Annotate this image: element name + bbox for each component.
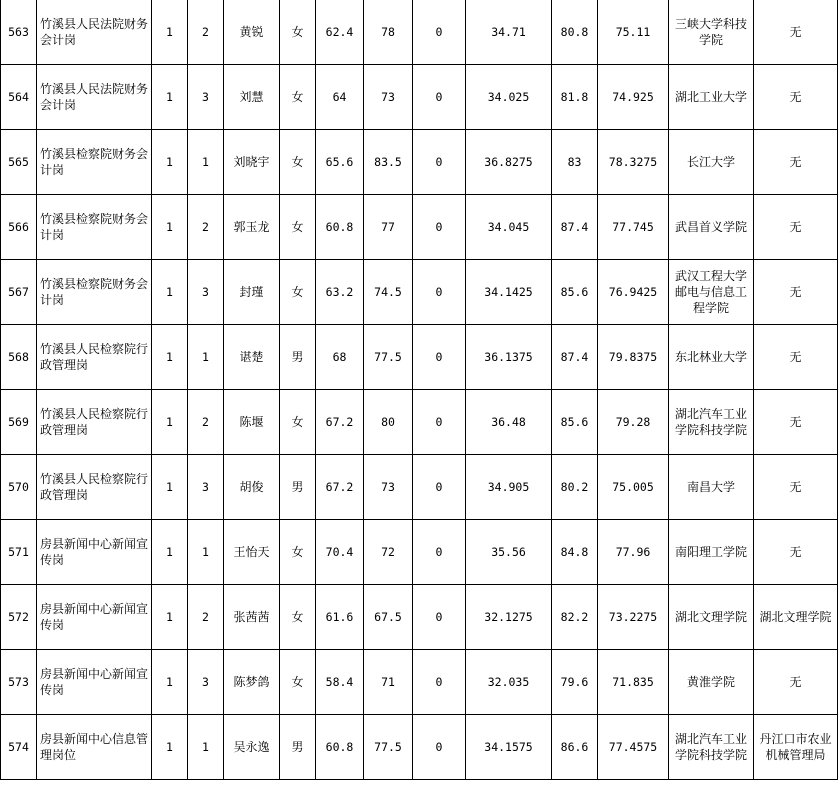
cell-rank: 2 [188, 585, 224, 650]
cell-interview-score: 82.2 [552, 585, 598, 650]
cell-employer: 无 [754, 520, 838, 585]
cell-gender: 男 [280, 455, 316, 520]
cell-written-score: 60.8 [316, 195, 364, 260]
cell-written-converted: 34.1425 [466, 260, 552, 325]
cell-written-converted: 35.56 [466, 520, 552, 585]
cell-rank: 2 [188, 390, 224, 455]
cell-employer: 无 [754, 130, 838, 195]
cell-written-score: 67.2 [316, 390, 364, 455]
cell-interview-score: 83 [552, 130, 598, 195]
cell-position: 竹溪县人民检察院行政管理岗 [37, 390, 152, 455]
cell-position: 竹溪县人民法院财务会计岗 [37, 0, 152, 65]
cell-rank: 2 [188, 195, 224, 260]
cell-name: 黄锐 [224, 0, 280, 65]
cell-rank: 1 [188, 520, 224, 585]
cell-name: 王怡天 [224, 520, 280, 585]
table-row [1, 130, 838, 195]
table-row [1, 585, 838, 650]
cell-seq: 567 [1, 260, 37, 325]
cell-profession-score: 74.5 [364, 260, 413, 325]
cell-employer: 无 [754, 195, 838, 260]
cell-profession-score: 67.5 [364, 585, 413, 650]
cell-interview-score: 87.4 [552, 325, 598, 390]
cell-written-score: 65.6 [316, 130, 364, 195]
cell-interview-score: 85.6 [552, 260, 598, 325]
cell-total-score: 74.925 [598, 65, 669, 130]
cell-profession-score: 77.5 [364, 325, 413, 390]
cell-position: 竹溪县人民检察院行政管理岗 [37, 455, 152, 520]
cell-total-score: 78.3275 [598, 130, 669, 195]
cell-plan: 1 [152, 585, 188, 650]
cell-position: 竹溪县检察院财务会计岗 [37, 260, 152, 325]
cell-school: 武昌首义学院 [669, 195, 754, 260]
cell-written-converted: 34.025 [466, 65, 552, 130]
cell-plan: 1 [152, 325, 188, 390]
cell-school: 黄淮学院 [669, 650, 754, 715]
cell-seq: 571 [1, 520, 37, 585]
cell-interview-score: 85.6 [552, 390, 598, 455]
cell-total-score: 79.28 [598, 390, 669, 455]
cell-profession-score: 73 [364, 455, 413, 520]
cell-name: 郭玉龙 [224, 195, 280, 260]
cell-employer: 无 [754, 0, 838, 65]
cell-profession-score: 71 [364, 650, 413, 715]
cell-employer: 无 [754, 455, 838, 520]
cell-bonus: 0 [413, 260, 466, 325]
cell-school: 湖北汽车工业学院科技学院 [669, 390, 754, 455]
cell-interview-score: 87.4 [552, 195, 598, 260]
table-row [1, 325, 838, 390]
cell-name: 张茜茜 [224, 585, 280, 650]
cell-seq: 564 [1, 65, 37, 130]
cell-school: 湖北工业大学 [669, 65, 754, 130]
table-row [1, 195, 838, 260]
cell-written-converted: 34.905 [466, 455, 552, 520]
cell-employer: 无 [754, 390, 838, 455]
cell-employer: 无 [754, 650, 838, 715]
cell-employer: 无 [754, 65, 838, 130]
cell-seq: 570 [1, 455, 37, 520]
table-row [1, 650, 838, 715]
cell-bonus: 0 [413, 390, 466, 455]
cell-gender: 女 [280, 585, 316, 650]
cell-plan: 1 [152, 650, 188, 715]
cell-name: 胡俊 [224, 455, 280, 520]
cell-total-score: 79.8375 [598, 325, 669, 390]
cell-plan: 1 [152, 65, 188, 130]
cell-interview-score: 81.8 [552, 65, 598, 130]
cell-employer: 湖北文理学院 [754, 585, 838, 650]
cell-interview-score: 80.8 [552, 0, 598, 65]
cell-name: 陈堰 [224, 390, 280, 455]
cell-gender: 女 [280, 0, 316, 65]
cell-position: 房县新闻中心信息管理岗位 [37, 715, 152, 780]
cell-written-converted: 32.035 [466, 650, 552, 715]
cell-rank: 1 [188, 715, 224, 780]
cell-gender: 男 [280, 715, 316, 780]
cell-school: 南昌大学 [669, 455, 754, 520]
cell-plan: 1 [152, 715, 188, 780]
cell-plan: 1 [152, 455, 188, 520]
cell-seq: 563 [1, 0, 37, 65]
cell-seq: 569 [1, 390, 37, 455]
cell-rank: 1 [188, 325, 224, 390]
cell-name: 刘晓宇 [224, 130, 280, 195]
cell-gender: 男 [280, 325, 316, 390]
cell-position: 房县新闻中心新闻宣传岗 [37, 585, 152, 650]
table-row [1, 65, 838, 130]
cell-gender: 女 [280, 260, 316, 325]
cell-total-score: 76.9425 [598, 260, 669, 325]
cell-position: 竹溪县人民法院财务会计岗 [37, 65, 152, 130]
cell-written-converted: 34.1575 [466, 715, 552, 780]
cell-profession-score: 78 [364, 0, 413, 65]
cell-name: 吴永逸 [224, 715, 280, 780]
cell-total-score: 75.11 [598, 0, 669, 65]
cell-seq: 574 [1, 715, 37, 780]
cell-position: 房县新闻中心新闻宣传岗 [37, 520, 152, 585]
cell-gender: 女 [280, 195, 316, 260]
cell-plan: 1 [152, 520, 188, 585]
cell-profession-score: 77 [364, 195, 413, 260]
cell-name: 谌楚 [224, 325, 280, 390]
cell-gender: 女 [280, 650, 316, 715]
cell-seq: 573 [1, 650, 37, 715]
cell-rank: 3 [188, 260, 224, 325]
cell-gender: 女 [280, 520, 316, 585]
cell-position: 竹溪县人民检察院行政管理岗 [37, 325, 152, 390]
cell-bonus: 0 [413, 520, 466, 585]
cell-written-score: 61.6 [316, 585, 364, 650]
cell-written-score: 68 [316, 325, 364, 390]
cell-school: 三峡大学科技学院 [669, 0, 754, 65]
cell-written-score: 60.8 [316, 715, 364, 780]
cell-interview-score: 80.2 [552, 455, 598, 520]
table-row [1, 455, 838, 520]
cell-bonus: 0 [413, 130, 466, 195]
cell-rank: 3 [188, 455, 224, 520]
cell-total-score: 77.96 [598, 520, 669, 585]
cell-profession-score: 77.5 [364, 715, 413, 780]
cell-bonus: 0 [413, 650, 466, 715]
cell-written-converted: 32.1275 [466, 585, 552, 650]
cell-bonus: 0 [413, 65, 466, 130]
cell-written-converted: 34.045 [466, 195, 552, 260]
table-row [1, 390, 838, 455]
cell-gender: 女 [280, 65, 316, 130]
cell-bonus: 0 [413, 455, 466, 520]
table-row [1, 260, 838, 325]
cell-rank: 2 [188, 0, 224, 65]
cell-total-score: 75.005 [598, 455, 669, 520]
table-row [1, 715, 838, 780]
cell-profession-score: 72 [364, 520, 413, 585]
cell-name: 封瑾 [224, 260, 280, 325]
table-row [1, 0, 838, 65]
cell-profession-score: 73 [364, 65, 413, 130]
table-body [1, 0, 838, 780]
cell-school: 长江大学 [669, 130, 754, 195]
cell-written-converted: 36.1375 [466, 325, 552, 390]
cell-plan: 1 [152, 260, 188, 325]
cell-plan: 1 [152, 390, 188, 455]
cell-seq: 566 [1, 195, 37, 260]
cell-written-converted: 36.48 [466, 390, 552, 455]
cell-employer: 无 [754, 260, 838, 325]
table-row [1, 520, 838, 585]
cell-position: 房县新闻中心新闻宣传岗 [37, 650, 152, 715]
cell-written-score: 58.4 [316, 650, 364, 715]
cell-gender: 女 [280, 130, 316, 195]
cell-rank: 3 [188, 650, 224, 715]
cell-position: 竹溪县检察院财务会计岗 [37, 130, 152, 195]
cell-interview-score: 84.8 [552, 520, 598, 585]
cell-employer: 无 [754, 325, 838, 390]
cell-plan: 1 [152, 195, 188, 260]
cell-plan: 1 [152, 0, 188, 65]
cell-school: 湖北文理学院 [669, 585, 754, 650]
cell-interview-score: 79.6 [552, 650, 598, 715]
cell-name: 刘慧 [224, 65, 280, 130]
cell-written-score: 63.2 [316, 260, 364, 325]
cell-profession-score: 83.5 [364, 130, 413, 195]
cell-school: 南阳理工学院 [669, 520, 754, 585]
cell-interview-score: 86.6 [552, 715, 598, 780]
cell-rank: 3 [188, 65, 224, 130]
cell-bonus: 0 [413, 0, 466, 65]
cell-total-score: 73.2275 [598, 585, 669, 650]
cell-profession-score: 80 [364, 390, 413, 455]
cell-bonus: 0 [413, 325, 466, 390]
cell-bonus: 0 [413, 585, 466, 650]
cell-bonus: 0 [413, 715, 466, 780]
cell-total-score: 77.745 [598, 195, 669, 260]
cell-name: 陈梦鸽 [224, 650, 280, 715]
cell-seq: 572 [1, 585, 37, 650]
cell-employer: 丹江口市农业机械管理局 [754, 715, 838, 780]
cell-total-score: 71.835 [598, 650, 669, 715]
cell-seq: 568 [1, 325, 37, 390]
cell-seq: 565 [1, 130, 37, 195]
cell-written-converted: 34.71 [466, 0, 552, 65]
cell-bonus: 0 [413, 195, 466, 260]
cell-written-score: 62.4 [316, 0, 364, 65]
cell-written-score: 70.4 [316, 520, 364, 585]
cell-school: 湖北汽车工业学院科技学院 [669, 715, 754, 780]
cell-written-score: 64 [316, 65, 364, 130]
cell-rank: 1 [188, 130, 224, 195]
cell-written-score: 67.2 [316, 455, 364, 520]
cell-position: 竹溪县检察院财务会计岗 [37, 195, 152, 260]
cell-school: 武汉工程大学邮电与信息工程学院 [669, 260, 754, 325]
cell-total-score: 77.4575 [598, 715, 669, 780]
cell-school: 东北林业大学 [669, 325, 754, 390]
cell-plan: 1 [152, 130, 188, 195]
cell-gender: 女 [280, 390, 316, 455]
cell-written-converted: 36.8275 [466, 130, 552, 195]
